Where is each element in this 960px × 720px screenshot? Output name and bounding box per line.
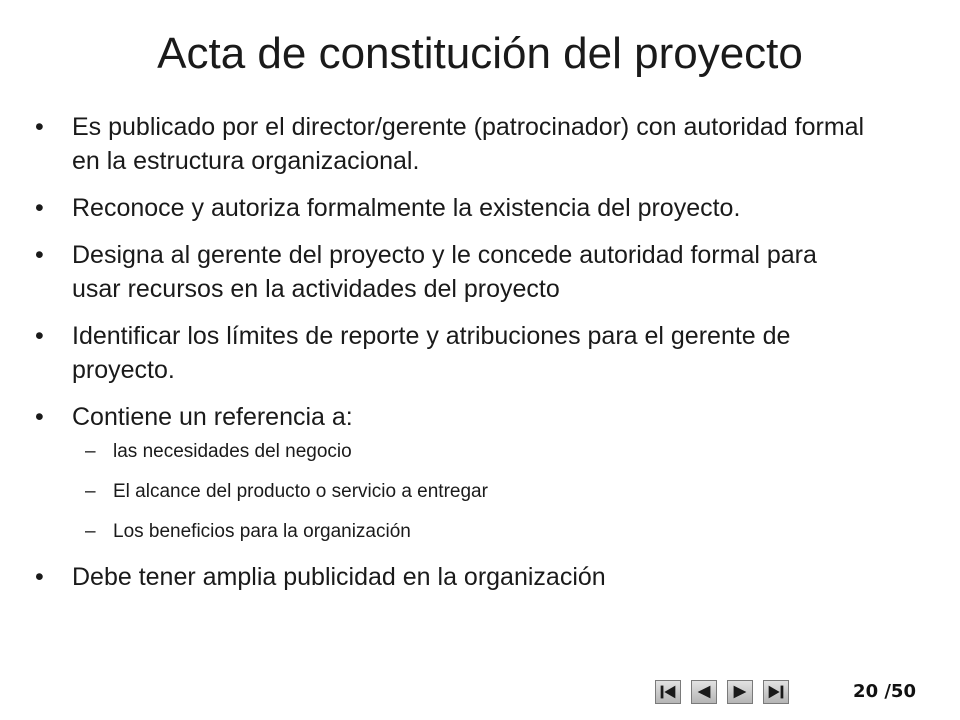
bullet-item	[35, 238, 872, 306]
first-page-icon	[656, 681, 680, 703]
bullet-symbol: •	[35, 241, 44, 269]
bullet-text: Contiene un referencia a:	[72, 403, 353, 431]
sub-text: Los beneficios para la organización	[113, 521, 411, 542]
bullet-symbol: •	[35, 194, 44, 222]
bullet-symbol: •	[35, 322, 44, 350]
bullet-symbol: •	[35, 113, 44, 141]
last-page-icon	[764, 681, 788, 703]
bullet-symbol: •	[35, 403, 44, 431]
slide-title: Acta de constitución del proyecto	[157, 29, 803, 78]
bullet-text: Reconoce y autoriza formalmente la existencia del proyecto.	[72, 194, 741, 222]
previous-page-button[interactable]	[691, 680, 717, 704]
last-page-button[interactable]	[763, 680, 789, 704]
slide-navigation	[655, 680, 789, 706]
sub-symbol: –	[85, 441, 96, 462]
next-page-button[interactable]	[727, 680, 753, 704]
bullet-item	[35, 319, 872, 387]
sub-list	[72, 440, 872, 544]
bullet-text: Es publicado por el director/gerente (patrocinador) con autoridad formal en la estructura organizacional.	[72, 113, 865, 175]
sub-text: El alcance del producto o servicio a entregar	[113, 481, 488, 502]
next-page-icon	[728, 681, 752, 703]
sub-item	[72, 520, 872, 544]
first-page-button[interactable]	[655, 680, 681, 704]
sub-text: las necesidades del negocio	[113, 441, 352, 462]
bullet-item	[35, 400, 872, 544]
sub-item	[72, 480, 872, 504]
sub-symbol: –	[85, 521, 96, 542]
bullet-item	[35, 110, 872, 178]
bullet-text: Designa al gerente del proyecto y le concede autoridad formal para usar recursos en la actividades del proyecto	[72, 241, 817, 303]
sub-item	[72, 440, 872, 464]
page-number: 20 /50	[853, 681, 916, 702]
sub-symbol: –	[85, 481, 96, 502]
bullet-text: Identificar los límites de reporte y atribuciones para el gerente de proyecto.	[72, 322, 791, 384]
previous-page-icon	[692, 681, 716, 703]
bullet-item	[35, 191, 872, 225]
bullet-list	[0, 110, 960, 607]
bullet-symbol: •	[35, 563, 44, 591]
bullet-item	[35, 560, 872, 594]
bullet-text: Debe tener amplia publicidad en la organización	[72, 563, 606, 591]
